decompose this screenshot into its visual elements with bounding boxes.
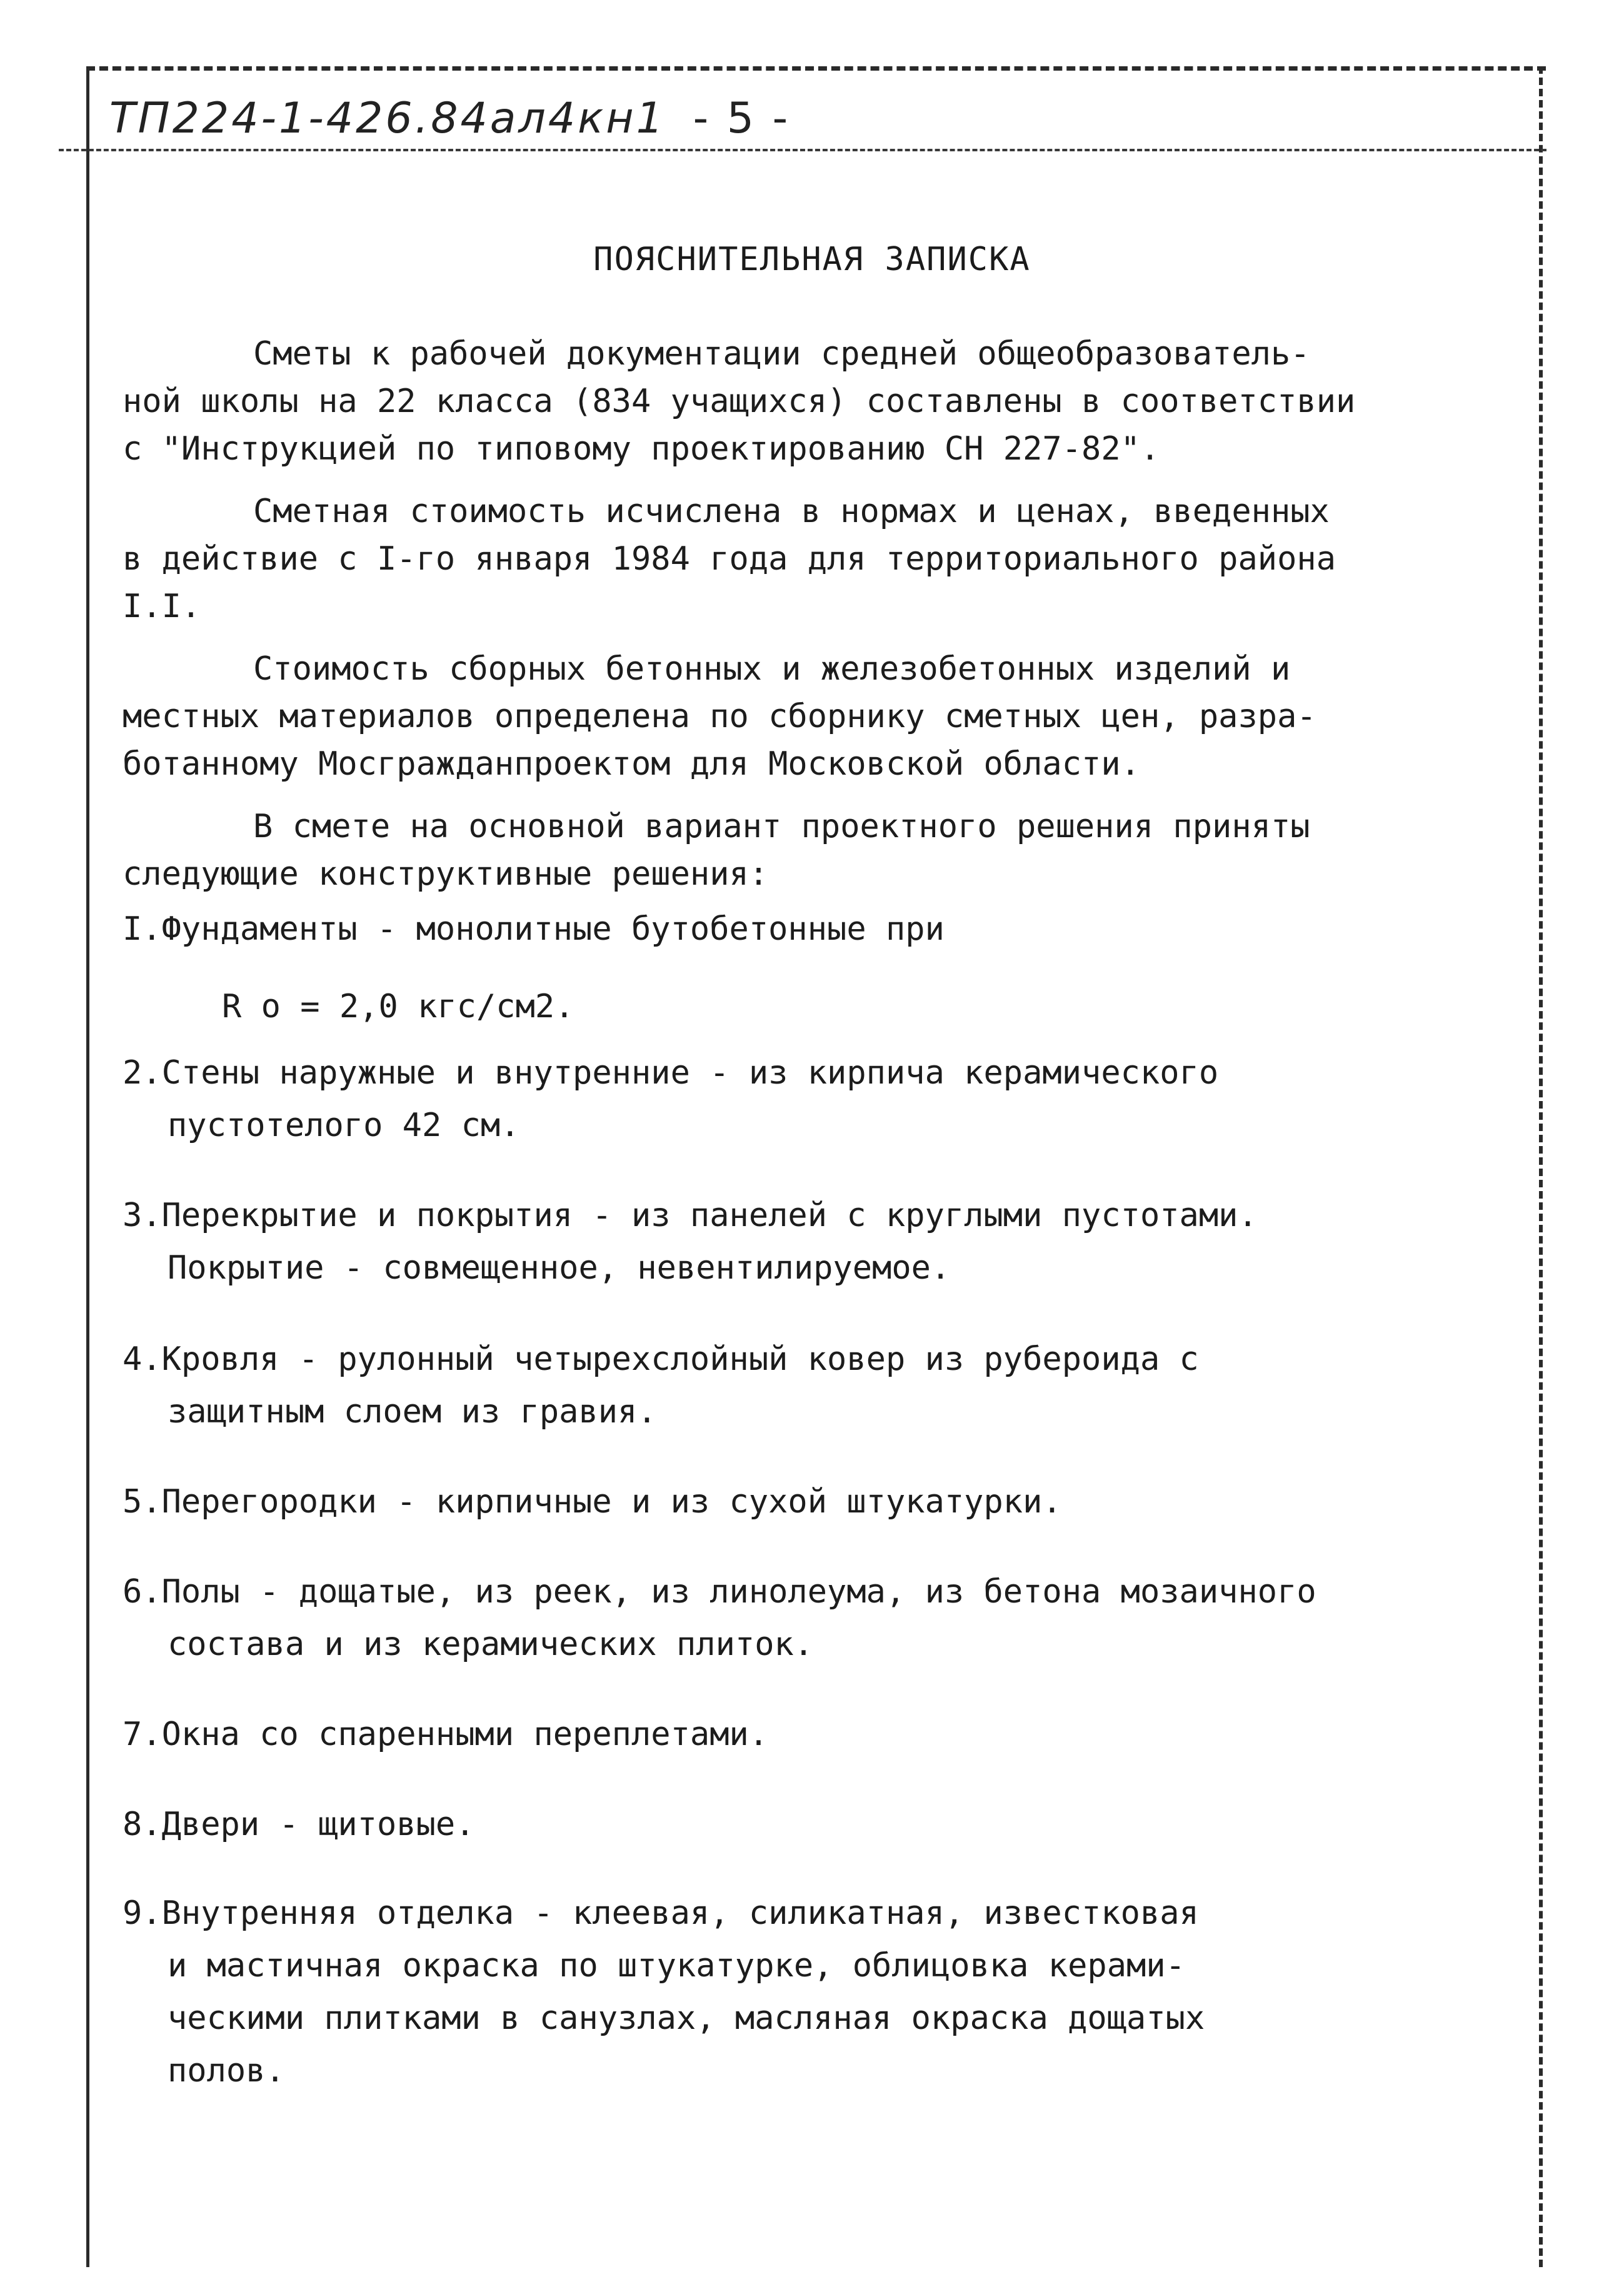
list-item: Покрытие - совмещенное, невентилируемое. — [168, 1249, 951, 1287]
list-item: и мастичная окраска по штукатурке, облицовка керами- — [168, 1947, 1185, 1985]
list-item: 3.Перекрытие и покрытия - из панелей с круглыми пустотами. — [123, 1197, 1258, 1234]
list-item: R о = 2,0 кгс/см2. — [222, 988, 574, 1025]
page-title: ПОЯСНИТЕЛЬНАЯ ЗАПИСКА — [593, 241, 1031, 278]
list-item: 7.Окна со спаренными переплетами. — [123, 1716, 769, 1753]
list-item: защитным слоем из гравия. — [168, 1393, 657, 1431]
list-item: состава и из керамических плиток. — [168, 1626, 814, 1663]
frame-left-border — [86, 66, 89, 2267]
intro-line: следующие конструктивные решения: — [123, 855, 769, 893]
list-item: ческими плитками в санузлах, масляная окраска дощатых — [168, 2000, 1205, 2037]
intro-line: Сметная стоимость исчислена в нормах и ценах, введенных — [253, 493, 1330, 530]
intro-line: В смете на основной вариант проектного решения приняты — [253, 808, 1310, 845]
header-rule — [59, 149, 1546, 151]
intro-line: Сметы к рабочей документации средней общеобразователь- — [253, 335, 1310, 373]
list-item: I.Фундаменты - монолитные бутобетонные при — [123, 910, 945, 948]
list-item: 6.Полы - дощатые, из реек, из линолеума, из бетона мозаичного — [123, 1573, 1316, 1611]
intro-line: I.I. — [123, 588, 201, 625]
list-item: 8.Двери - щитовые. — [123, 1806, 475, 1843]
page-number: - 5 - — [693, 94, 791, 143]
document-stamp — [109, 94, 790, 143]
document-code: ТП224-1-426.84ал4кн1 — [109, 94, 666, 143]
frame-right-border — [1539, 66, 1543, 2267]
list-item: 9.Внутренняя отделка - клеевая, силикатная, известковая — [123, 1894, 1199, 1932]
intro-line: ной школы на 22 класса (834 учащихся) составлены в соответствии — [123, 383, 1356, 420]
intro-line: ботанному Мосгражданпроектом для Московской области. — [123, 745, 1140, 783]
list-item: 4.Кровля - рулонный четырехслойный ковер из рубероида с — [123, 1341, 1199, 1378]
list-item: 2.Стены наружные и внутренние - из кирпича керамического — [123, 1054, 1219, 1092]
intro-line: местных материалов определена по сборнику сметных цен, разра- — [123, 698, 1316, 735]
intro-line: с "Инструкцией по типовому проектированию СН 227-82". — [123, 430, 1160, 468]
list-item: пустотелого 42 см. — [168, 1107, 520, 1144]
frame-top-border — [86, 66, 1546, 71]
list-item: полов. — [168, 2052, 285, 2090]
intro-line: в действие с I-го января 1984 года для территориального района — [123, 540, 1336, 578]
list-item: 5.Перегородки - кирпичные и из сухой штукатурки. — [123, 1483, 1062, 1521]
intro-line: Стоимость сборных бетонных и железобетонных изделий и — [253, 650, 1291, 688]
